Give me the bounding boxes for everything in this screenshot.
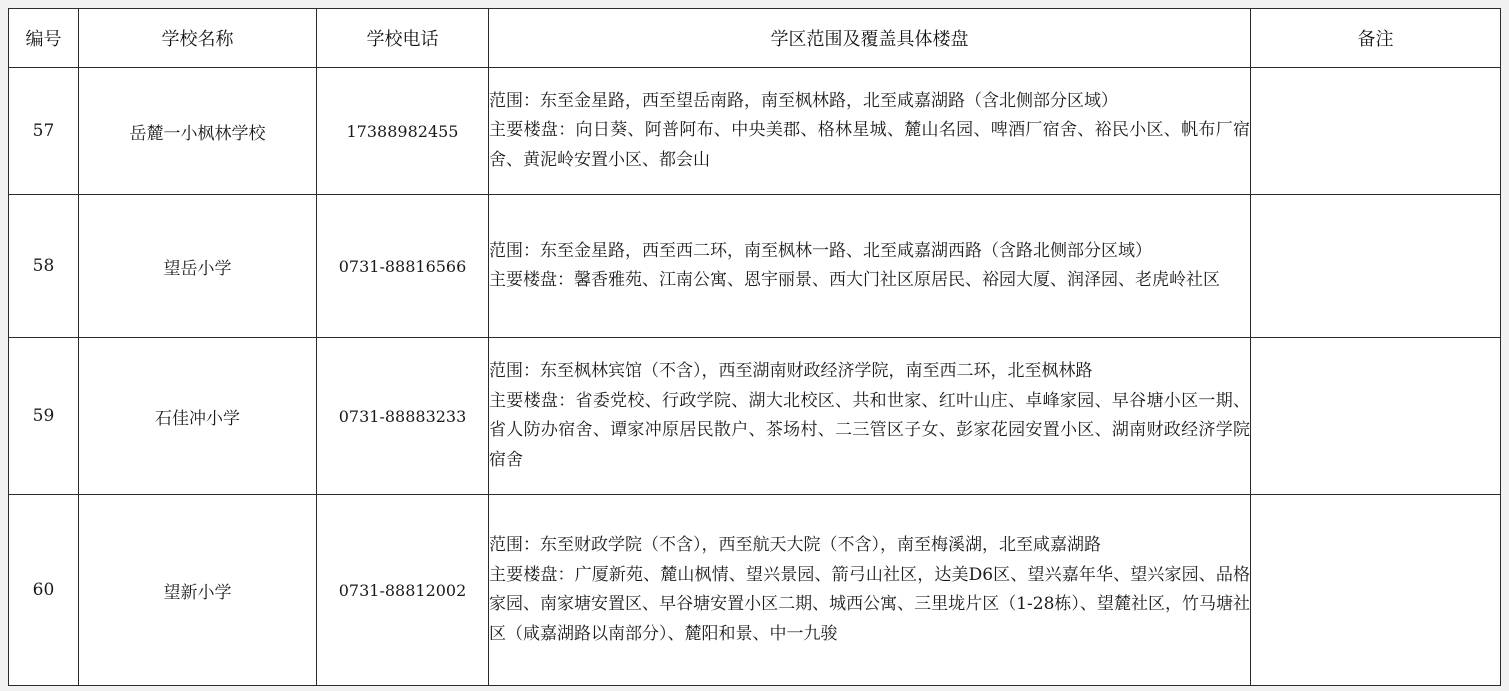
district-scope-cell (489, 68, 1251, 195)
row-number: 59 (9, 338, 79, 495)
district-scope-cell (489, 495, 1251, 686)
school-name: 望岳小学 (79, 195, 317, 338)
estates-text: 主要楼盘：广厦新苑、麓山枫情、望兴景园、箭弓山社区，达美D6区、望兴嘉年华、望兴家园、品格家园、南家塘安置区、早谷塘安置小区二期、城西公寓、三里垅片区（1-28栋）、望麓社区，竹马塘社区（咸嘉湖路以南部分）、麓阳和景、中一九骏 (489, 564, 1250, 644)
table-row (9, 68, 1501, 195)
school-phone: 0731-88816566 (317, 195, 489, 338)
table-header-row (9, 9, 1501, 68)
school-name: 石佳冲小学 (79, 338, 317, 495)
header-number: 编号 (9, 9, 79, 68)
scope-text: 范围：东至金星路，西至西二环，南至枫林一路、北至咸嘉湖西路（含路北侧部分区域） (489, 240, 1152, 261)
school-phone: 17388982455 (317, 68, 489, 195)
remarks-cell (1251, 338, 1501, 495)
estates-text: 主要楼盘：馨香雅苑、江南公寓、恩宇丽景、西大门社区原居民、裕园大厦、润泽园、老虎岭社区 (489, 270, 1220, 290)
scope-text: 范围：东至枫林宾馆（不含），西至湖南财政经济学院，南至西二环，北至枫林路 (489, 361, 1093, 381)
row-number: 57 (9, 68, 79, 195)
header-remarks: 备注 (1251, 9, 1501, 68)
header-school-name: 学校名称 (79, 9, 317, 68)
remarks-cell (1251, 68, 1501, 195)
header-phone: 学校电话 (317, 9, 489, 68)
school-phone: 0731-88883233 (317, 338, 489, 495)
estates-text: 主要楼盘：省委党校、行政学院、湖大北校区、共和世家、红叶山庄、卓峰家园、早谷塘小区一期、省人防办宿舍、谭家冲原居民散户、茶场村、二三管区子女、彭家花园安置小区、湖南财政经济学院宿舍 (489, 390, 1250, 470)
row-number: 58 (9, 195, 79, 338)
estates-text: 主要楼盘：向日葵、阿普阿布、中央美郡、格林星城、麓山名园、啤酒厂宿舍、裕民小区、帆布厂宿舍、黄泥岭安置小区、都会山 (489, 120, 1250, 170)
table-row (9, 195, 1501, 338)
school-name: 望新小学 (79, 495, 317, 686)
table-row (9, 495, 1501, 686)
district-scope-cell (489, 338, 1251, 495)
header-district-scope: 学区范围及覆盖具体楼盘 (489, 9, 1251, 68)
school-district-table (8, 8, 1501, 686)
remarks-cell (1251, 195, 1501, 338)
scope-text: 范围：东至财政学院（不含），西至航天大院（不含），南至梅溪湖，北至咸嘉湖路 (489, 535, 1101, 555)
remarks-cell (1251, 495, 1501, 686)
school-phone: 0731-88812002 (317, 495, 489, 686)
district-scope-cell (489, 195, 1251, 338)
school-name: 岳麓一小枫林学校 (79, 68, 317, 195)
scope-text: 范围：东至金星路，西至望岳南路，南至枫林路，北至咸嘉湖路（含北侧部分区域） (489, 90, 1118, 111)
row-number: 60 (9, 495, 79, 686)
table-row (9, 338, 1501, 495)
